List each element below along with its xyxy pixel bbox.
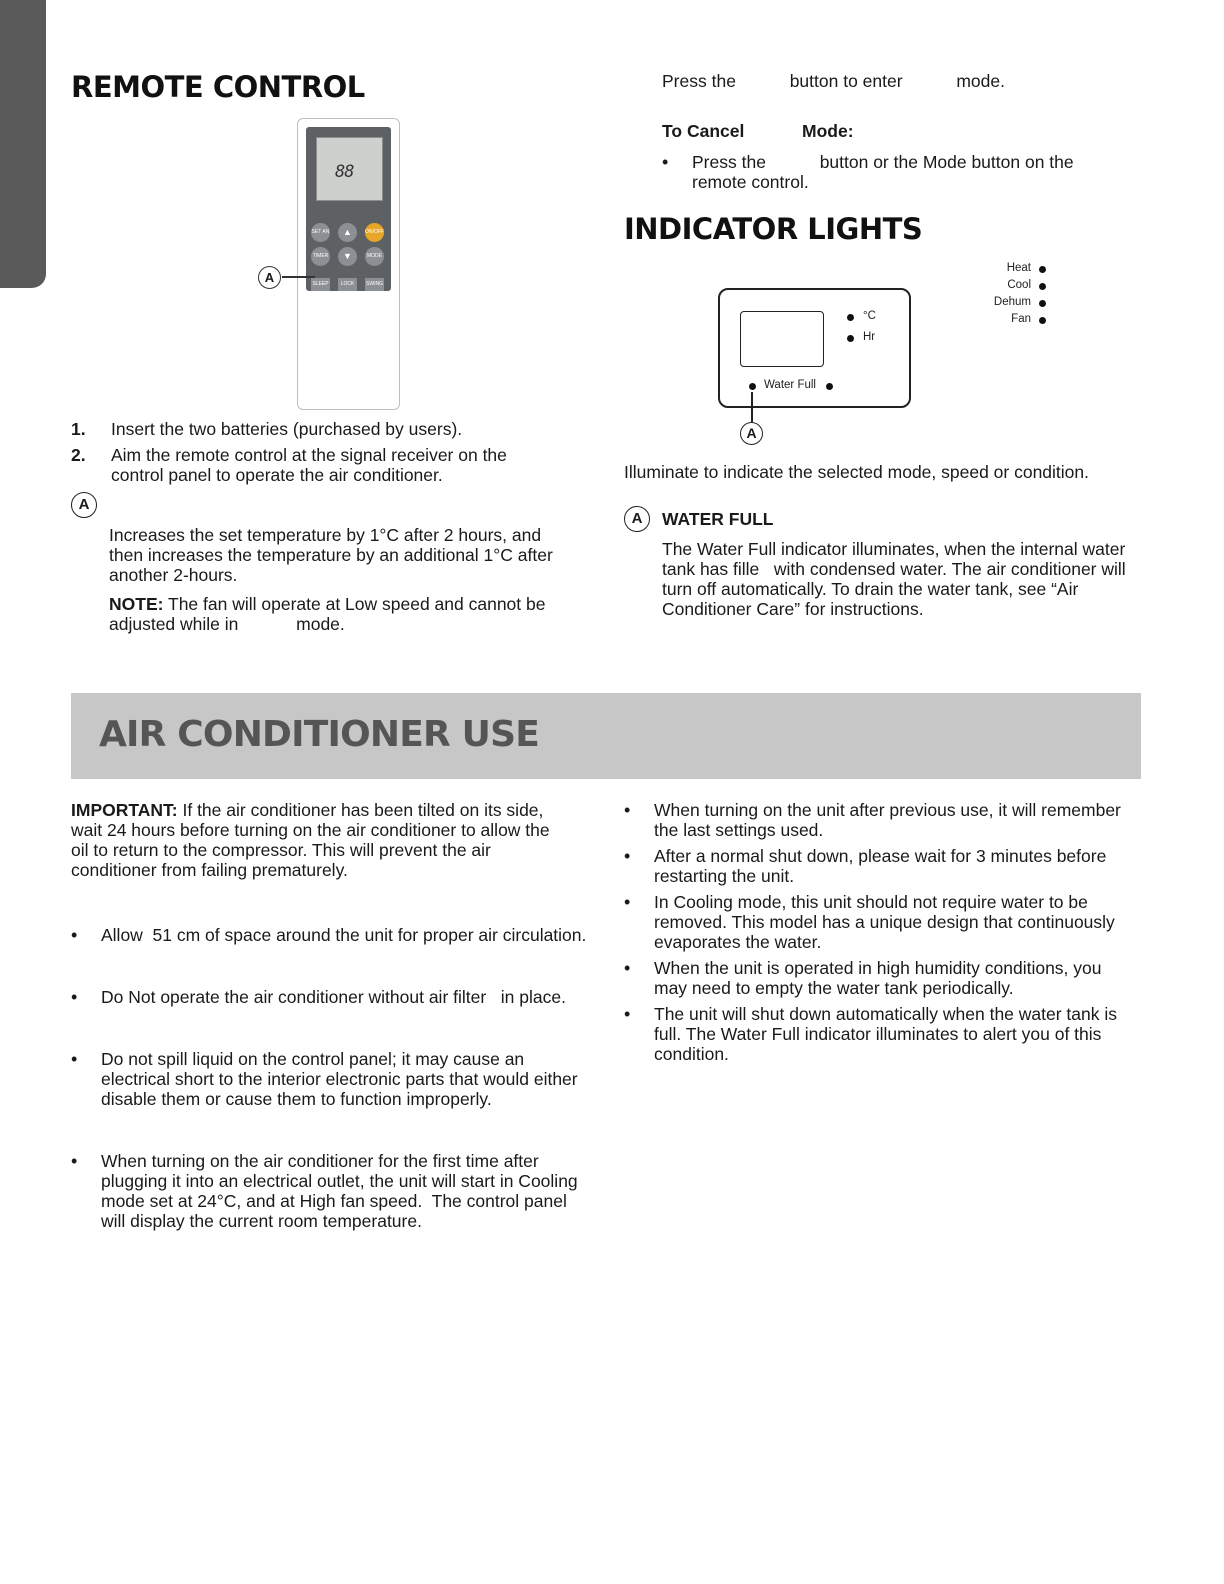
page-edge-tab (0, 0, 46, 288)
cancel-bullet (662, 152, 1122, 192)
ac-use-banner (71, 693, 1141, 779)
mode-label: Dehum (993, 296, 1031, 308)
mode-indicator-list (975, 262, 1049, 330)
hour-dot (847, 335, 854, 342)
cancel-text-1: Press the (692, 152, 766, 172)
list-item: • Allow 51 cm of space around the unit for proper air circulation. (71, 925, 591, 945)
mode-label: Cool (1007, 279, 1031, 291)
ac-use-left-list (71, 889, 591, 1255)
panel-display (740, 311, 824, 367)
callout-a-remote: A (258, 266, 281, 289)
to-cancel-label: To Cancel (662, 121, 745, 141)
list-item: • In Cooling mode, this unit should not require water to be removed. This model has a unique design that continuously evaporates the water. (624, 892, 1139, 952)
up-arrow-icon: ▲ (338, 223, 357, 242)
note-label: NOTE: (109, 594, 164, 614)
callout-a-circle: A (624, 506, 650, 532)
callout-a-circle: A (71, 492, 97, 518)
note-text: The fan will operate at Low speed and cannot be adjusted while in (109, 594, 546, 634)
mode-fan (975, 313, 1049, 330)
ac-use-right-list (624, 800, 1139, 1070)
remote-button-swing: SWING (365, 278, 384, 291)
mode-label: Mode: (802, 121, 854, 141)
list-item: • When the unit is operated in high humidity conditions, you may need to empty the water tank periodically. (624, 958, 1139, 998)
step-2 (71, 445, 561, 485)
callout-a-marker (71, 492, 97, 518)
important-text: If the air conditioner has been tilted on its side, wait 24 hours before turning on the air conditioner to allow the oil to return to the compressor. This will prevent the air conditioner from failing prematurely. (71, 800, 550, 880)
celsius-dot (847, 314, 854, 321)
remote-button-sleep: SLEEP (311, 278, 330, 291)
cancel-list (662, 152, 1122, 198)
mode-dehum (975, 296, 1049, 313)
water-full-text: The Water Full indicator illuminates, when the internal water tank has fille with condensed water. The air conditioner will turn off automatically. To drain the water tank, see “Air Conditioner Care” for instructions. (662, 539, 1131, 619)
remote-button-lock: LOCK (338, 278, 357, 291)
lcd-digits: 88 (335, 162, 354, 182)
indicator-dot (1039, 317, 1046, 324)
indicator-lights-heading: INDICATOR LIGHTS (624, 212, 923, 246)
step-1 (71, 419, 561, 439)
remote-button-timer: TIMER (311, 247, 330, 266)
celsius-label: °C (863, 310, 876, 322)
list-item: • After a normal shut down, please wait for 3 minutes before restarting the unit. (624, 846, 1139, 886)
water-full-label: Water Full (764, 379, 816, 391)
remote-lcd (316, 137, 383, 201)
water-full-dot-left (749, 383, 756, 390)
indicator-dot (1039, 283, 1046, 290)
step-number: 2. (71, 445, 86, 465)
mode-label: Heat (1006, 262, 1031, 274)
remote-steps (71, 419, 561, 491)
step-text: Insert the two batteries (purchased by users). (111, 419, 463, 439)
ac-use-heading: AIR CONDITIONER USE (99, 714, 540, 755)
remote-button-mode: MODE (365, 247, 384, 266)
list-item: • When turning on the unit after previous use, it will remember the last settings used. (624, 800, 1139, 840)
press-text-1: Press the (662, 71, 736, 91)
list-item: • When turning on the air conditioner for the first time after plugging it into an electrical outlet, the unit will start in Cooling mode set at 24°C, and at High fan speed. The control panel will display the current room temperature. (71, 1151, 591, 1231)
remote-button-onoff: ON/OFF (365, 223, 384, 242)
down-arrow-icon: ▼ (338, 247, 357, 266)
remote-button-1: SET AN (311, 223, 330, 242)
callout-a-circle: A (740, 422, 763, 445)
water-full-leader-line (751, 392, 753, 422)
note-block (109, 594, 559, 634)
list-item: • Do not spill liquid on the control panel; it may cause an electrical short to the interior electronic parts that would either disable them or cause them to function improperly. (71, 1049, 591, 1109)
hour-label: Hr (863, 331, 876, 343)
press-text-3: mode. (956, 71, 1005, 91)
indicator-dot (1039, 266, 1046, 273)
mode-heat (975, 262, 1049, 279)
remote-control-illustration (297, 118, 400, 410)
mode-label: Fan (1011, 313, 1031, 325)
important-block (71, 800, 551, 880)
cancel-text-2: button or the Mode button on the remote control. (692, 152, 1074, 192)
press-text-2: button to enter (789, 71, 903, 91)
list-item: • The unit will shut down automatically when the water tank is full. The Water Full indicator illuminates to alert you of this condition. (624, 1004, 1139, 1064)
note-tail: mode. (296, 614, 345, 634)
remote-control-heading: REMOTE CONTROL (71, 70, 365, 104)
indicator-description: Illuminate to indicate the selected mode, speed or condition. (624, 462, 1090, 482)
mode-cool (975, 279, 1049, 296)
indicator-dot (1039, 300, 1046, 307)
list-item: • Do Not operate the air conditioner without air filter in place. (71, 987, 591, 1007)
water-full-dot-right (826, 383, 833, 390)
remote-face (306, 127, 391, 291)
water-full-heading: WATER FULL (662, 509, 774, 529)
important-label: IMPORTANT: (71, 800, 178, 820)
step-text: Aim the remote control at the signal receiver on the control panel to operate the air conditioner. (111, 445, 507, 485)
a-description: Increases the set temperature by 1°C after 2 hours, and then increases the temperature by an additional 1°C after another 2-hours. (109, 525, 553, 585)
callout-leader-line (282, 276, 315, 278)
indicator-panel-diagram (718, 288, 911, 408)
enter-mode-line (662, 71, 1142, 91)
step-number: 1. (71, 419, 86, 439)
callout-a-panel (740, 422, 763, 445)
water-full-marker (624, 506, 650, 532)
